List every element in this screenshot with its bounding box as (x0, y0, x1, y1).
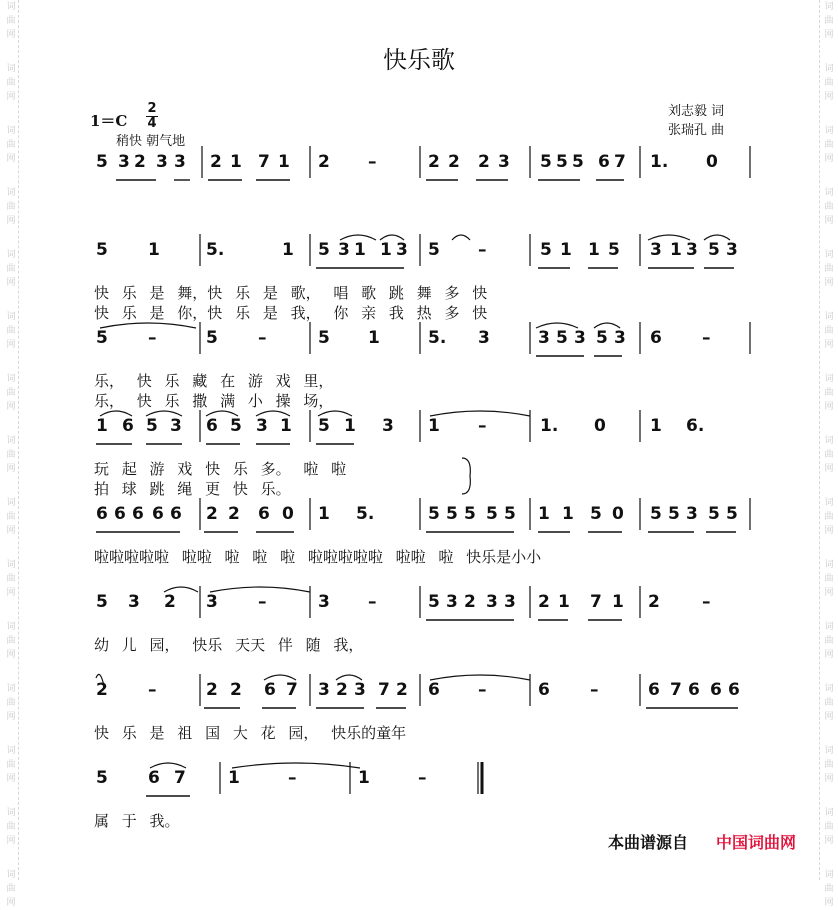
note: 5 (572, 152, 584, 172)
source-label: 本曲谱源自 (608, 833, 689, 852)
note: 3 (396, 240, 408, 260)
note: 5 (96, 768, 108, 788)
watermark-text: 词 曲 网 (824, 312, 834, 350)
note: 1 (318, 504, 330, 524)
watermark-text: 词 曲 网 (824, 622, 834, 660)
note: 1 (560, 240, 572, 260)
watermark-text: 词 曲 网 (824, 374, 834, 412)
note: 1 (612, 592, 624, 612)
note: 5 (318, 240, 330, 260)
note: – (288, 768, 297, 788)
note: – (702, 328, 711, 348)
note: 5 (486, 504, 498, 524)
lyric-line: 啦啦啦啦啦 啦啦 啦 啦 啦 啦啦啦啦啦 啦啦 啦 快乐是小小 (94, 548, 542, 566)
tempo-marking: 稍快 朝气地 (116, 134, 186, 149)
note: 5 (318, 328, 330, 348)
note: 5 (596, 328, 608, 348)
lyric-line: 乐， 快 乐 藏 在 游 戏 里， (94, 372, 334, 390)
note: 1 (380, 240, 392, 260)
watermark-text: 词 曲 网 (6, 746, 16, 784)
note: 5 (318, 416, 330, 436)
note: 2 (318, 152, 330, 172)
watermark-text: 词 曲 网 (6, 64, 16, 102)
watermark-text: 词 曲 网 (824, 126, 834, 164)
note: 2 (96, 680, 108, 700)
note: 3 (338, 240, 350, 260)
note: 3 (538, 328, 550, 348)
note: 3 (650, 240, 662, 260)
note: 5 (540, 152, 552, 172)
lyric-line: 属 于 我。 (94, 812, 180, 830)
watermark-text: 词 曲 网 (824, 64, 834, 102)
note: 3 (686, 504, 698, 524)
note: 3 (318, 592, 330, 612)
watermark-text: 词 曲 网 (824, 250, 834, 288)
note: 0 (706, 152, 718, 172)
note: – (258, 328, 267, 348)
watermark-text: 词 曲 网 (6, 188, 16, 226)
note: 6 (132, 504, 144, 524)
note: 5 (708, 240, 720, 260)
watermark-text: 词 曲 网 (824, 2, 834, 40)
note: 3 (256, 416, 268, 436)
watermark-text: 词 曲 网 (6, 250, 16, 288)
watermark-text: 词 曲 网 (6, 870, 16, 908)
note: 6 (538, 680, 550, 700)
note: 6 (728, 680, 740, 700)
note: 3 (504, 592, 516, 612)
note: 6 (152, 504, 164, 524)
note: 2 (206, 504, 218, 524)
note: 3 (174, 152, 186, 172)
note: 3 (614, 328, 626, 348)
note: 2 (538, 592, 550, 612)
note: 0 (594, 416, 606, 436)
page-title: 快乐歌 (383, 46, 455, 74)
note: 5 (540, 240, 552, 260)
note: 5 (556, 152, 568, 172)
note: 3 (726, 240, 738, 260)
note: 2 (648, 592, 660, 612)
note: 1. (650, 152, 669, 172)
note: 1 (368, 328, 380, 348)
note: 5. (356, 504, 375, 524)
note: 3 (446, 592, 458, 612)
watermark-text: 词 曲 网 (6, 622, 16, 660)
watermark-text: 词 曲 网 (824, 560, 834, 598)
note: 3 (498, 152, 510, 172)
note: 1 (358, 768, 370, 788)
note: 5 (708, 504, 720, 524)
note: 5 (428, 592, 440, 612)
time-signature-top: 2 (147, 101, 157, 116)
note: 5 (608, 240, 620, 260)
note: 3 (170, 416, 182, 436)
note: 2 (396, 680, 408, 700)
note: 5 (96, 152, 108, 172)
note: 3 (486, 592, 498, 612)
key-signature: 1＝C (90, 112, 128, 130)
watermark-text: 词 曲 网 (6, 312, 16, 350)
note: 5 (726, 504, 738, 524)
note: 5. (428, 328, 447, 348)
watermark-text: 词 曲 网 (6, 498, 16, 536)
note: 2 (478, 152, 490, 172)
composer-credit: 张瑞孔 曲 (668, 123, 725, 138)
note: 7 (590, 592, 602, 612)
note: 3 (318, 680, 330, 700)
watermark-text: 词 曲 网 (6, 374, 16, 412)
note: 6 (710, 680, 722, 700)
watermark-text: 词 曲 网 (6, 560, 16, 598)
note: 7 (174, 768, 186, 788)
note: 2 (464, 592, 476, 612)
note: 3 (382, 416, 394, 436)
lyric-line: 拍 球 跳 绳 更 快 乐。 (94, 480, 291, 498)
lyric-line: 快 乐 是 祖 国 大 花 园， 快乐的童年 (94, 724, 407, 742)
note: 5 (96, 240, 108, 260)
note: 7 (286, 680, 298, 700)
note: 6 (114, 504, 126, 524)
note: – (258, 592, 267, 612)
note: 3 (128, 592, 140, 612)
note: 1. (540, 416, 559, 436)
note: 6 (170, 504, 182, 524)
note: 5 (230, 416, 242, 436)
lyric-line: 玩 起 游 戏 快 乐 多。 啦 啦 (94, 460, 347, 478)
note: 2 (210, 152, 222, 172)
note: – (418, 768, 427, 788)
note: 5 (590, 504, 602, 524)
note: 2 (206, 680, 218, 700)
note: – (368, 592, 377, 612)
note: – (148, 680, 157, 700)
note: 6 (598, 152, 610, 172)
note: 3 (354, 680, 366, 700)
lyric-line: 乐， 快 乐 撒 满 小 操 场， (94, 392, 334, 410)
lyric-line: 幼 儿 园， 快乐 天天 伴 随 我， (94, 636, 364, 654)
note: 5 (206, 328, 218, 348)
note: 6 (688, 680, 700, 700)
note: 1 (588, 240, 600, 260)
note: 2 (336, 680, 348, 700)
lyric-line: 快 乐 是 你，快 乐 是 我， 你 亲 我 热 多 快 (94, 304, 488, 322)
lyric-line: 快 乐 是 舞，快 乐 是 歌， 唱 歌 跳 舞 多 快 (94, 284, 488, 302)
note: 1 (148, 240, 160, 260)
note: 3 (156, 152, 168, 172)
time-signature-bottom: 4 (147, 116, 157, 131)
watermark-text: 词 曲 网 (6, 684, 16, 722)
watermark-text: 词 曲 网 (824, 684, 834, 722)
source-site: 中国词曲网 (716, 833, 797, 852)
note: 1 (670, 240, 682, 260)
note: 6 (648, 680, 660, 700)
watermark-text: 词 曲 网 (6, 2, 16, 40)
note: 5 (556, 328, 568, 348)
watermark-text: 词 曲 网 (824, 808, 834, 846)
lyricist-credit: 刘志毅 词 (668, 104, 725, 119)
note: 5 (428, 504, 440, 524)
note: 1 (228, 768, 240, 788)
note: 1 (280, 416, 292, 436)
note: 6 (122, 416, 134, 436)
note: 2 (134, 152, 146, 172)
note: 7 (258, 152, 270, 172)
note: 1 (428, 416, 440, 436)
note: 6 (206, 416, 218, 436)
note: 5 (96, 328, 108, 348)
note: 5 (428, 240, 440, 260)
note: 5. (206, 240, 225, 260)
note: 5 (668, 504, 680, 524)
note: 7 (378, 680, 390, 700)
note: – (478, 680, 487, 700)
note: 5 (504, 504, 516, 524)
note: – (478, 416, 487, 436)
note: 3 (118, 152, 130, 172)
watermark-text: 词 曲 网 (824, 870, 834, 908)
note: 6. (686, 416, 705, 436)
note: 1 (344, 416, 356, 436)
note: 5 (446, 504, 458, 524)
watermark-text: 词 曲 网 (824, 746, 834, 784)
note: 1 (230, 152, 242, 172)
note: 0 (612, 504, 624, 524)
note: 5 (464, 504, 476, 524)
watermark-text: 词 曲 网 (824, 436, 834, 474)
watermark-text: 词 曲 网 (6, 808, 16, 846)
note: 1 (562, 504, 574, 524)
note: 6 (148, 768, 160, 788)
note: 2 (228, 504, 240, 524)
note: 3 (206, 592, 218, 612)
note: 1 (354, 240, 366, 260)
note: 0 (282, 504, 294, 524)
note: 3 (686, 240, 698, 260)
note: – (478, 240, 487, 260)
watermark-text: 词 曲 网 (824, 498, 834, 536)
note: 6 (264, 680, 276, 700)
note: 2 (230, 680, 242, 700)
note: 7 (614, 152, 626, 172)
note: 1 (96, 416, 108, 436)
note: 3 (574, 328, 586, 348)
note: 5 (650, 504, 662, 524)
note: 1 (650, 416, 662, 436)
note: 2 (448, 152, 460, 172)
note: 6 (258, 504, 270, 524)
watermark-text: 词 曲 网 (824, 188, 834, 226)
note: – (368, 152, 377, 172)
note: 6 (428, 680, 440, 700)
note: 1 (282, 240, 294, 260)
watermark-text: 词 曲 网 (6, 436, 16, 474)
note: 5 (146, 416, 158, 436)
note: – (590, 680, 599, 700)
note: 2 (428, 152, 440, 172)
note: – (702, 592, 711, 612)
note: 6 (96, 504, 108, 524)
note: 3 (478, 328, 490, 348)
note: 7 (670, 680, 682, 700)
note: 2 (164, 592, 176, 612)
note: 6 (650, 328, 662, 348)
note: 1 (538, 504, 550, 524)
note: 1 (558, 592, 570, 612)
watermark-text: 词 曲 网 (6, 126, 16, 164)
note: 5 (96, 592, 108, 612)
note: 1 (278, 152, 290, 172)
note: – (148, 328, 157, 348)
